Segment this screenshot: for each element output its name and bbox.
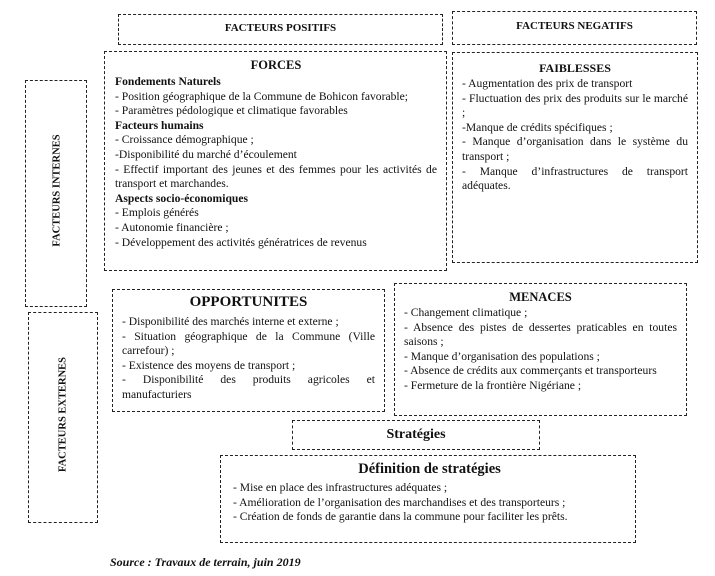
opportunites-content xyxy=(122,315,375,403)
list-item: -Manque de crédits spécifiques ; xyxy=(462,120,613,134)
list-item: - Existence des moyens de transport ; xyxy=(122,358,296,372)
list-item: - Augmentation des prix de transport xyxy=(462,77,633,90)
forces-title: FORCES xyxy=(250,58,302,72)
forces-box xyxy=(104,51,447,271)
list-item: - Disponibilité des marchés interne et externe ; xyxy=(122,315,339,328)
menaces-content xyxy=(404,306,677,394)
list-item: - Disponibilité des produits agricoles et manufacturiers xyxy=(122,373,375,401)
external-factors-box xyxy=(28,312,98,523)
list-item: - Développement des activités génératrices de revenus xyxy=(115,235,367,249)
definition-box xyxy=(220,455,636,543)
list-item: - Situation géographique de la Commune (Ville carrefour) ; xyxy=(122,329,375,358)
forces-section-heading: Fondements Naturels xyxy=(115,75,221,88)
list-item: - Paramètres pédologique et climatique favorables xyxy=(115,104,348,118)
menaces-box xyxy=(394,283,687,416)
faiblesses-title: FAIBLESSES xyxy=(539,61,611,75)
opportunites-title: OPPORTUNITES xyxy=(189,294,308,310)
strategies-title: Stratégies xyxy=(386,427,446,442)
negative-factors-header xyxy=(452,11,697,45)
source-caption: Source : Travaux de terrain, juin 2019 xyxy=(110,555,301,569)
positive-factors-label: FACTEURS POSITIFS xyxy=(224,22,337,34)
list-item: - Fermeture de la frontière Nigériane ; xyxy=(404,378,582,392)
forces-section-heading: Facteurs humains xyxy=(115,118,204,132)
negative-factors-label: FACTEURS NEGATIFS xyxy=(516,20,633,32)
menaces-title: MENACES xyxy=(509,290,572,304)
definition-content xyxy=(233,481,626,525)
forces-content xyxy=(115,75,437,250)
list-item: - Création de fonds de garantie dans la commune pour faciliter les prêts. xyxy=(233,510,568,524)
forces-section-heading: Aspects socio-économiques xyxy=(115,191,248,205)
list-item: - Autonomie financière ; xyxy=(115,220,229,234)
internal-factors-label: FACTEURS INTERNES xyxy=(51,134,63,247)
list-item: - Absence des pistes de dessertes praticables en toutes saisons ; xyxy=(404,320,677,349)
positive-factors-header xyxy=(118,14,443,45)
list-item: - Effectif important des jeunes et des femmes pour les activités de transport et marchandes. xyxy=(115,162,437,191)
list-item: - Amélioration de l’organisation des marchandises et des transporteurs ; xyxy=(233,495,566,509)
list-item: - Manque d’organisation des populations ; xyxy=(404,349,600,363)
strategies-box xyxy=(292,420,540,450)
faiblesses-box xyxy=(452,52,698,263)
list-item: - Absence de crédits aux commerçants et transporteurs xyxy=(404,364,657,378)
list-item: - Mise en place des infrastructures adéquates ; xyxy=(233,481,448,494)
list-item: - Changement climatique ; xyxy=(404,306,528,319)
list-item: - Manque d’infrastructures de transport adéquates. xyxy=(462,164,688,193)
list-item: - Emplois générés xyxy=(115,206,199,220)
external-factors-label: FACTEURS EXTERNES xyxy=(57,356,69,473)
internal-factors-box xyxy=(25,80,87,307)
list-item: -Disponibilité du marché d’écoulement xyxy=(115,147,297,161)
list-item: - Croissance démographique ; xyxy=(115,133,254,147)
definition-title: Définition de stratégies xyxy=(358,461,501,477)
list-item: - Position géographique de la Commune de Bohicon favorable; xyxy=(115,89,408,103)
list-item: - Manque d’organisation dans le système du transport ; xyxy=(462,135,688,163)
faiblesses-content xyxy=(462,77,688,194)
list-item: - Fluctuation des prix des produits sur le marché ; xyxy=(462,91,688,120)
opportunites-box xyxy=(112,289,385,412)
